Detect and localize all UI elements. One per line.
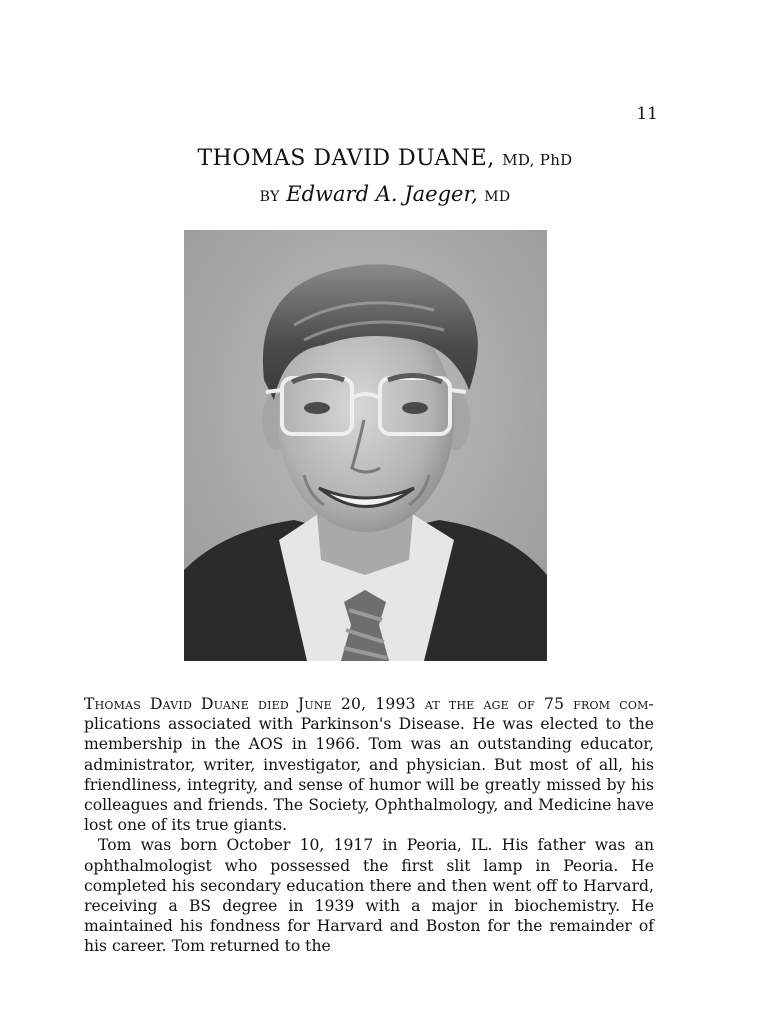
subject-name: THOMAS DAVID DUANE,: [197, 146, 495, 171]
byline-credentials: MD: [484, 189, 511, 205]
byline-by: BY: [259, 189, 280, 205]
article-byline: [0, 182, 770, 206]
right-eye: [402, 402, 428, 414]
subject-credentials: MD, PhD: [502, 151, 573, 169]
byline-author: Edward A. Jaeger,: [286, 182, 478, 206]
paragraph-2: Tom was born October 10, 1917 in Peoria, IL. His father was an ophthalmologist who possessed the first slit lamp in Peoria. He completed his secondary education there and then went off to Harvard, receiving a BS degree in 1939 with a major in biochemistry. He maintained his fondness for Harvard and Boston for the remainder of his career. Tom returned to the: [84, 836, 654, 956]
paragraph-1-text: plications associated with Parkinson's Disease. He was elected to the membership in the AOS in 1966. Tom was an outstanding educator, administrator, writer, investigator, and physician. But most of all, his friendliness, integrity, and sense of humor will be greatly missed by his colleagues and friends. The Society, Ophthalmology, and Medicine have lost one of its true giants.: [84, 715, 654, 835]
portrait-photo-icon: [184, 230, 547, 661]
article-body: [84, 694, 654, 957]
article-title: [0, 146, 770, 171]
lead-in-text: Thomas David Duane died June 20, 1993 at the age of 75 from com-: [84, 695, 654, 713]
left-eye: [304, 402, 330, 414]
portrait-photo: [184, 230, 547, 661]
paragraph-1: [84, 694, 654, 835]
page-number: 11: [636, 104, 658, 124]
